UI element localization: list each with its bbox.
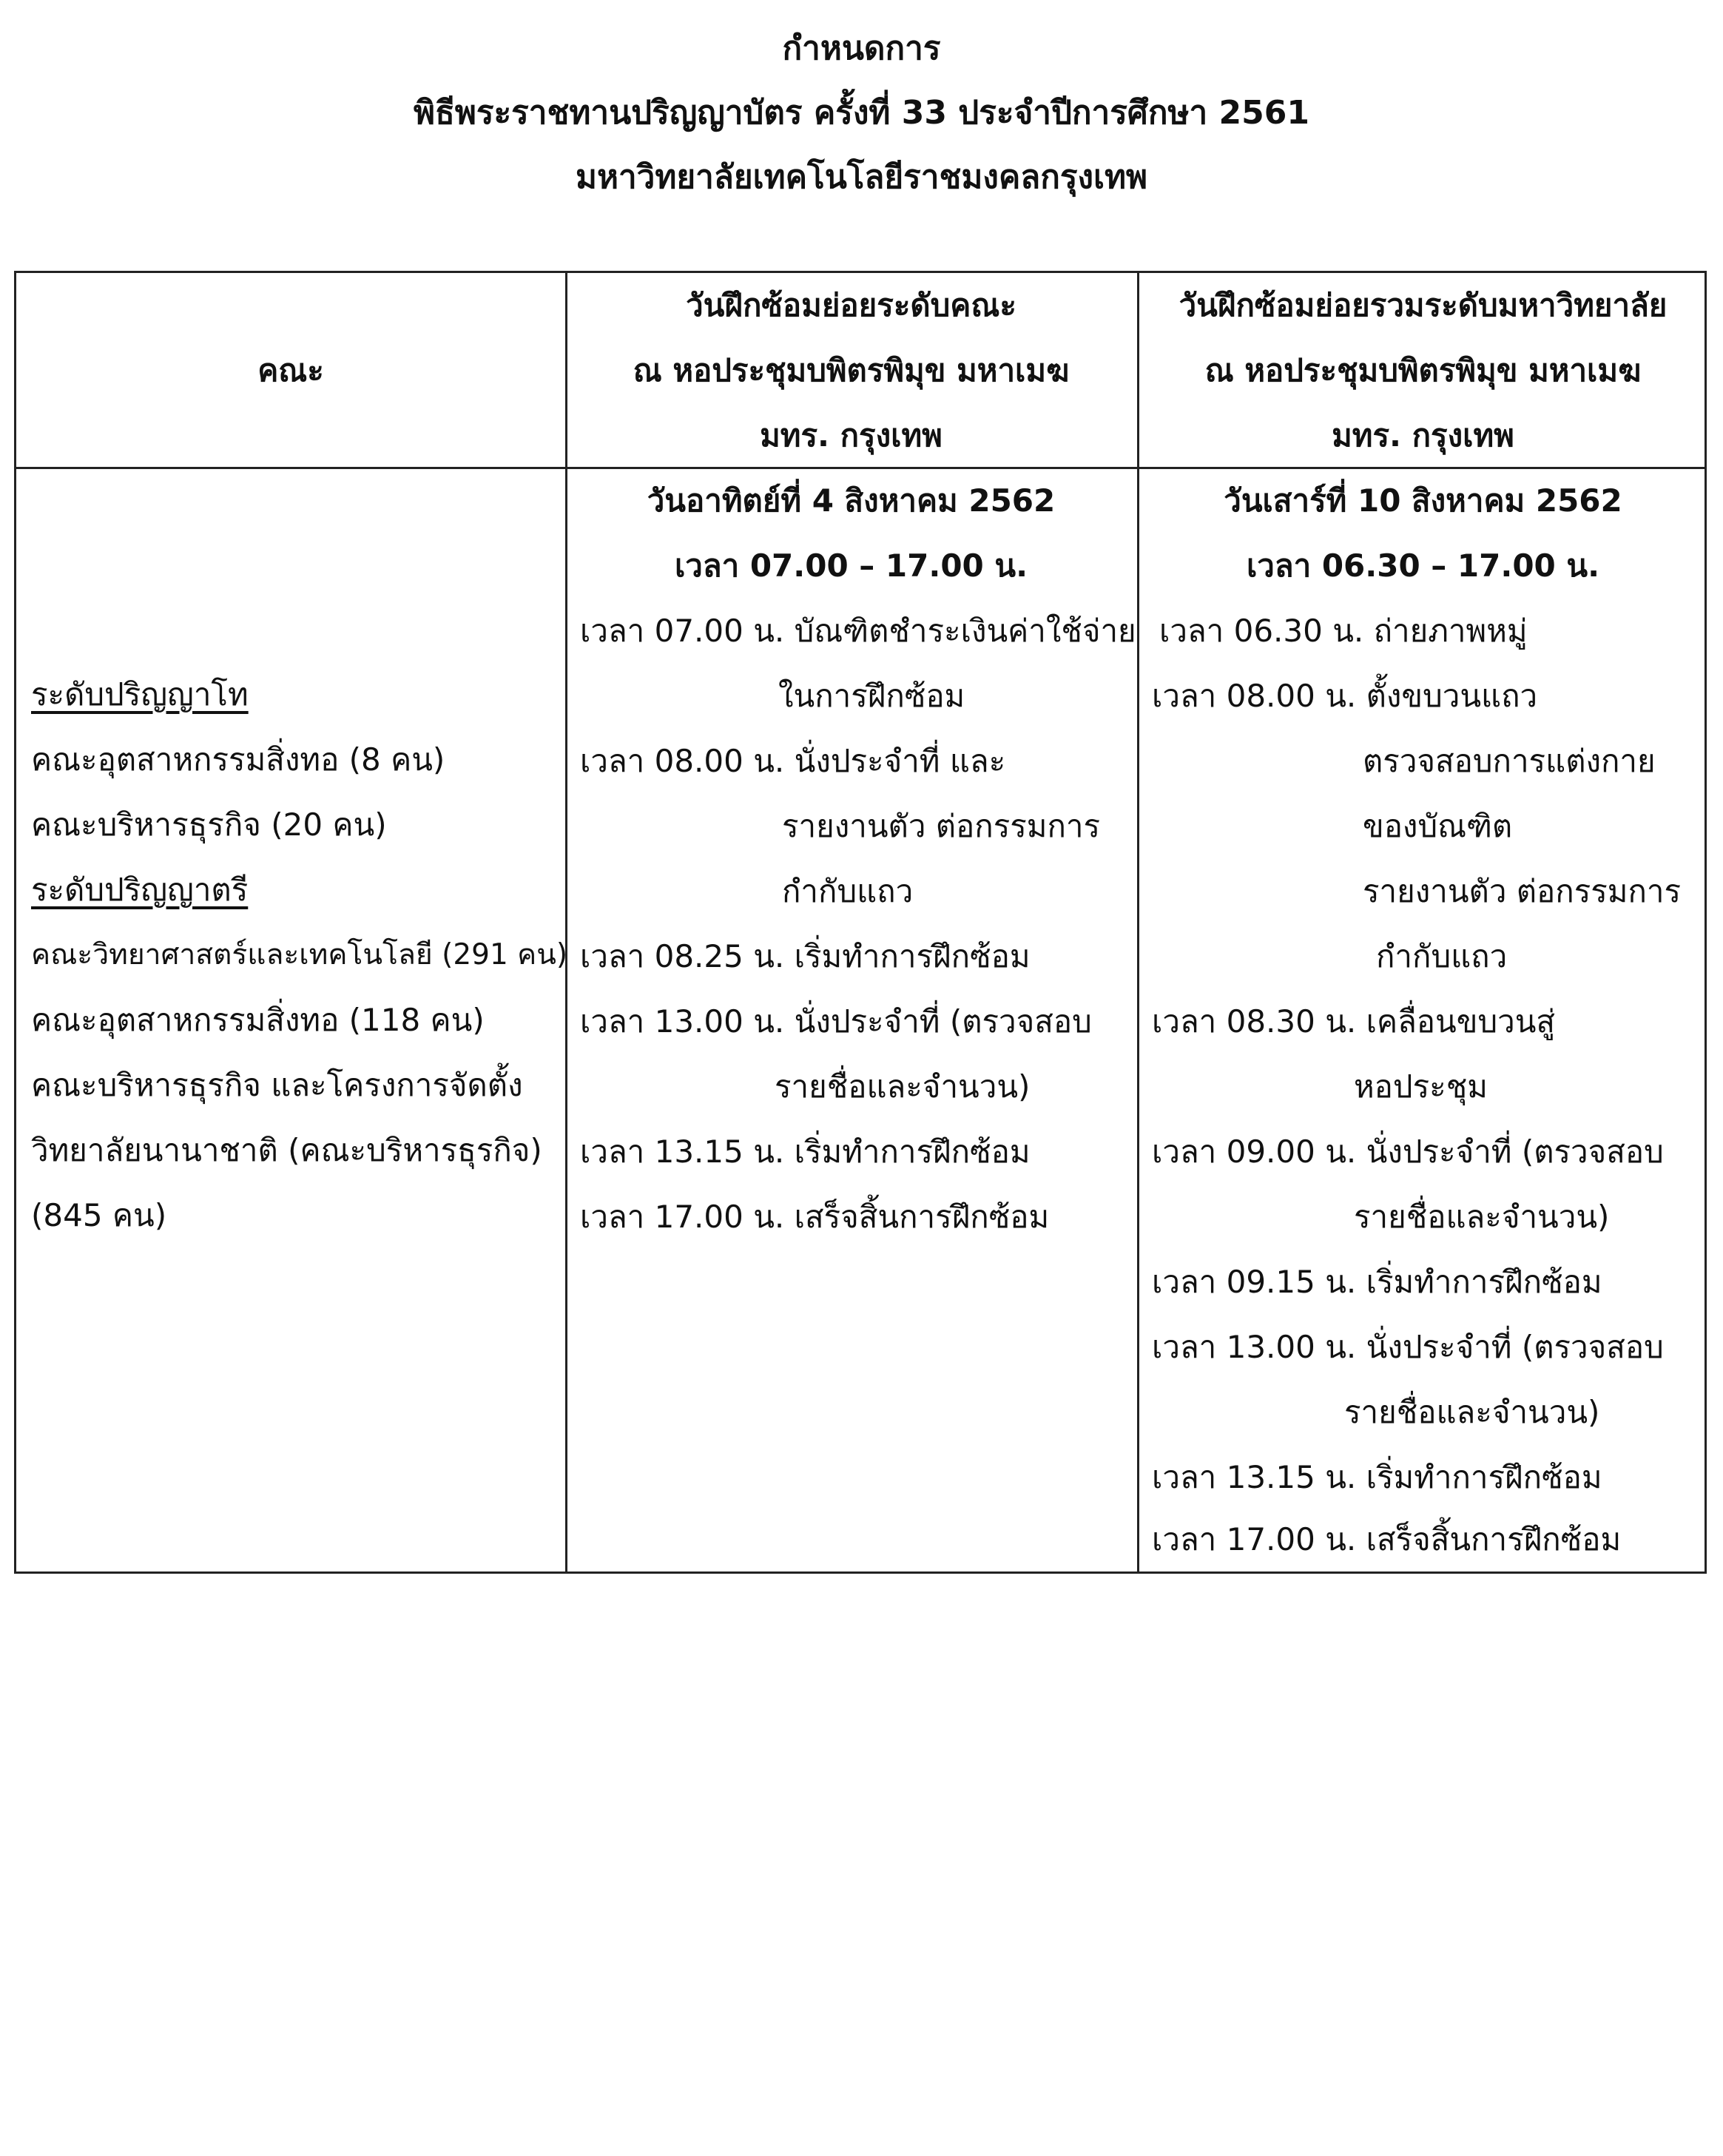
header-faculty-rehearsal-line-1: วันฝึกซ้อมย่อยระดับคณะ <box>686 287 1016 323</box>
university-rehearsal-time-range: เวลา 06.30 – 17.00 น. <box>1246 548 1600 584</box>
schedule-line: รายชื่อและจำนวน) <box>775 1068 1031 1105</box>
header-faculty-rehearsal-line-2: ณ หอประชุมบพิตรพิมุข มหาเมฆ <box>633 352 1070 388</box>
faculty-item: (845 คน) <box>31 1197 167 1233</box>
faculty-item: คณะบริหารธุรกิจ (20 คน) <box>31 806 387 843</box>
header-university-rehearsal-line-3: มทร. กรุงเทพ <box>1332 417 1514 454</box>
header-faculty-rehearsal-line-3: มทร. กรุงเทพ <box>760 417 943 454</box>
faculty-item: คณะวิทยาศาสตร์และเทคโนโลยี (291 คน) <box>31 938 568 971</box>
schedule-line: เวลา 13.15 น. เริ่มทำการฝึกซ้อม <box>580 1133 1031 1170</box>
schedule-line: เวลา 13.00 น. นั่งประจำที่ (ตรวจสอบ <box>580 1003 1092 1040</box>
schedule-line: เวลา 07.00 น. บัณฑิตชำระเงินค่าใช้จ่าย <box>580 613 1136 649</box>
title-line-2: พิธีพระราชทานปริญญาบัตร ครั้งที่ 33 ประจำปีการศึกษา 2561 <box>414 94 1309 132</box>
schedule-line: หอประชุม <box>1354 1068 1488 1105</box>
schedule-line: รายงานตัว ต่อกรรมการ <box>782 808 1101 844</box>
faculty-rehearsal-date: วันอาทิตย์ที่ 4 สิงหาคม 2562 <box>647 482 1056 519</box>
title-line-1: กำหนดการ <box>782 30 941 67</box>
schedule-line: เวลา 08.25 น. เริ่มทำการฝึกซ้อม <box>580 938 1031 974</box>
schedule-line: รายชื่อและจำนวน) <box>1354 1199 1610 1235</box>
faculty-item: คณะบริหารธุรกิจ และโครงการจัดตั้ง <box>31 1067 523 1103</box>
schedule-line: รายชื่อและจำนวน) <box>1344 1394 1600 1430</box>
schedule-line: เวลา 17.00 น. เสร็จสิ้นการฝึกซ้อม <box>580 1199 1050 1235</box>
bachelor-heading: ระดับปริญญาตรี <box>31 872 249 908</box>
header-university-rehearsal-line-2: ณ หอประชุมบพิตรพิมุข มหาเมฆ <box>1204 352 1642 388</box>
schedule-line: เวลา 13.00 น. นั่งประจำที่ (ตรวจสอบ <box>1152 1329 1664 1365</box>
schedule-line: เวลา 17.00 น. เสร็จสิ้นการฝึกซ้อม <box>1152 1521 1622 1557</box>
schedule-line: เวลา 06.30 น. ถ่ายภาพหมู่ <box>1159 613 1528 649</box>
schedule-line: เวลา 08.30 น. เคลื่อนขบวนสู่ <box>1152 1003 1556 1040</box>
schedule-line: ในการฝึกซ้อม <box>778 678 965 714</box>
schedule-line: ตรวจสอบการแต่งกาย <box>1363 743 1656 779</box>
schedule-line: เวลา 09.00 น. นั่งประจำที่ (ตรวจสอบ <box>1152 1133 1664 1170</box>
schedule-line: กำกับแถว <box>782 873 914 909</box>
schedule-line: ของบัณฑิต <box>1363 808 1513 844</box>
schedule-line: เวลา 13.15 น. เริ่มทำการฝึกซ้อม <box>1152 1459 1602 1495</box>
page-title <box>0 16 1723 209</box>
header-university-rehearsal-line-1: วันฝึกซ้อมย่อยรวมระดับมหาวิทยาลัย <box>1179 287 1668 323</box>
schedule-line: รายงานตัว ต่อกรรมการ <box>1363 873 1682 909</box>
title-line-3: มหาวิทยาลัยเทคโนโลยีราชมงคลกรุงเทพ <box>575 158 1148 196</box>
header-faculty: คณะ <box>257 352 324 388</box>
schedule-line: เวลา 08.00 น. ตั้งขบวนแถว <box>1152 678 1538 714</box>
faculty-item: คณะอุตสาหกรรมสิ่งทอ (118 คน) <box>31 1002 485 1038</box>
schedule-table <box>14 271 1707 1574</box>
faculty-item: คณะอุตสาหกรรมสิ่งทอ (8 คน) <box>31 741 445 778</box>
faculty-item: วิทยาลัยนานาชาติ (คณะบริหารธุรกิจ) <box>31 1132 542 1168</box>
masters-heading: ระดับปริญญาโท <box>31 676 249 713</box>
schedule-line: เวลา 08.00 น. นั่งประจำที่ และ <box>580 743 1006 779</box>
faculty-rehearsal-time-range: เวลา 07.00 – 17.00 น. <box>674 548 1028 584</box>
schedule-line: กำกับแถว <box>1376 938 1508 974</box>
schedule-line: เวลา 09.15 น. เริ่มทำการฝึกซ้อม <box>1152 1264 1602 1300</box>
university-rehearsal-date: วันเสาร์ที่ 10 สิงหาคม 2562 <box>1224 482 1622 519</box>
